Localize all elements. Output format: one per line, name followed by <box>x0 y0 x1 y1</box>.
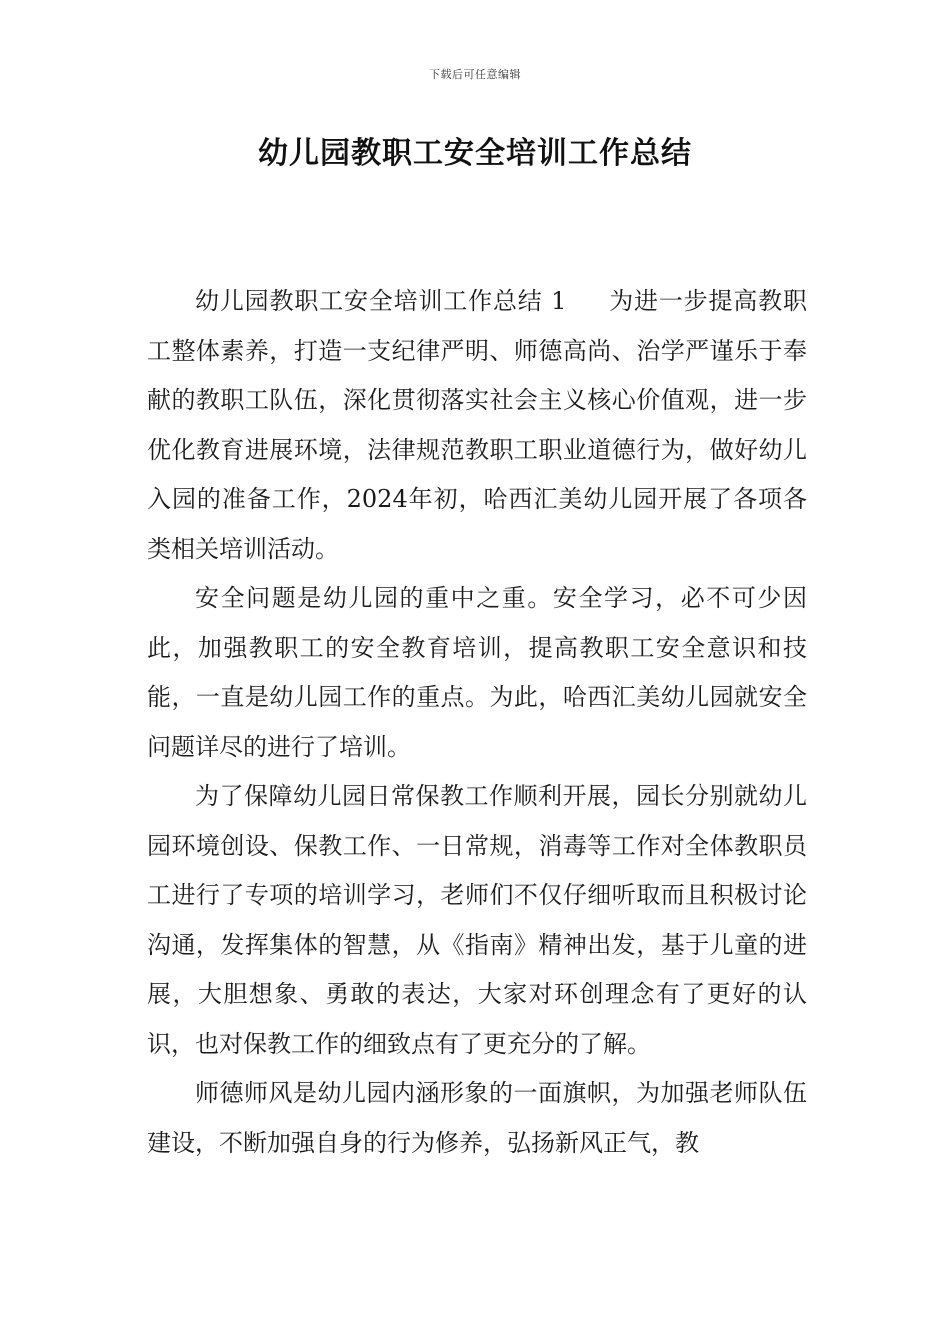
paragraph-safety: 安全问题是幼儿园的重中之重。安全学习，必不可少因此，加强教职工的安全教育培训，提高教职工安全意识和技能，一直是幼儿园工作的重点。为此，哈西汇美幼儿园就安全问题详尽的进行了培训。 <box>147 584 807 761</box>
paragraph-training: 为了保障幼儿园日常保教工作顺利开展，园长分别就幼儿园环境创设、保教工作、一日常规，消毒等工作对全体教职员工进行了专项的培训学习，老师们不仅仔细听取而且积极讨论沟通，发挥集体的智慧，从《指南》精神出发，基于儿童的进展，大胆想象、勇敢的表达，大家对环创理念有了更好的认识，也对保教工作的细致点有了更充分的了解。 <box>147 782 807 1058</box>
paragraph-intro <box>147 277 807 574</box>
page-header-note: 下载后可任意编辑 <box>429 68 521 81</box>
section-heading: 幼儿园教职工安全培训工作总结 1 <box>195 287 567 315</box>
document-body <box>147 277 807 1168</box>
document-title: 幼儿园教职工安全培训工作总结 <box>258 136 692 171</box>
paragraph-ethics: 师德师风是幼儿园内涵形象的一面旗帜，为加强老师队伍建设，不断加强自身的行为修养，弘扬新风正气，教 <box>147 1079 807 1157</box>
paragraph-text: 为进一步提高教职工整体素养，打造一支纪律严明、师德高尚、治学严谨乐于奉献的教职工队伍，深化贯彻落实社会主义核心价值观，进一步优化教育进展环境，法律规范教职工职业道德行为，做好幼儿入园的准备工作，2024年初，哈西汇美幼儿园开展了各项各类相关培训活动。 <box>147 287 808 563</box>
